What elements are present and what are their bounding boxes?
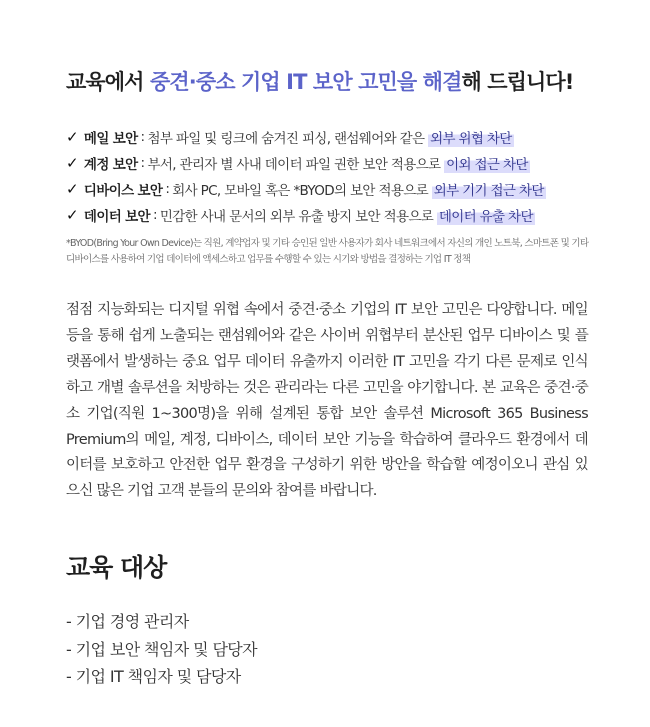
feature-label: 메일 보안: [83, 131, 138, 147]
feature-item-mail: [66, 124, 626, 150]
feature-label: 디바이스 보안: [83, 183, 163, 199]
feature-highlight: 외부 위협 차단: [428, 127, 514, 147]
intro-paragraph: 점점 지능화되는 디지털 위협 속에서 중견·중소 기업의 IT 보안 고민은 다양합니다. 메일 등을 통해 쉽게 노출되는 랜섬웨어와 같은 사이버 위협부터 분산된 업무 디바이스 및 플랫폼에서 발생하는 중요 업무 데이터 유출까지 이러한 IT 고민을 각기 다른 문제로 인식하고 개별 솔루션을 처방하는 것은 관리라는 다른 고민을 야기합니다. 본 교육은 중견·중소 기업(직원 1~300명)을 위해 설계된 통합 보안 솔루션 Microsoft 365 Business Premium의 메일, 계정, 디바이스, 데이터 보안 기능을 학습하여 클라우드 환경에서 데이터를 보호하고 안전한 업무 환경을 구성하기 위한 방안을 학습할 예정이오니 관심 있으신 많은 기업 고객 분들의 문의와 참여를 바랍니다.: [66, 302, 588, 500]
separator: :: [140, 155, 145, 171]
section-title-audience: 교육 대상: [66, 553, 167, 582]
headline-suffix: 해 드립니다!: [461, 70, 574, 94]
byod-footnote: *BYOD(Bring Your Own Device)는 직원, 계약업자 및 기타 승인된 일반 사용자가 회사 네트워크에서 자신의 개인 노트북, 스마트폰 및 기타 디바이스를 사용하여 기업 데이터에 액세스하고 업무를 수행할 수 있는 시기와 방법을 결정하는 기업 IT 정책: [66, 238, 589, 265]
audience-item: - 기업 IT 책임자 및 담당자: [66, 667, 241, 687]
feature-item-account: [66, 150, 626, 176]
feature-highlight: 외부 기기 접근 차단: [432, 179, 546, 199]
feature-highlight: 데이터 유출 차단: [437, 205, 535, 225]
audience-list: [66, 607, 257, 690]
separator: :: [152, 207, 157, 223]
feature-highlight: 이외 접근 차단: [444, 153, 530, 173]
feature-list: [66, 124, 626, 228]
feature-desc: 첨부 파일 및 링크에 숨겨진 피싱, 랜섬웨어와 같은: [147, 131, 425, 147]
feature-label: 계정 보안: [83, 157, 138, 173]
headline: [66, 66, 574, 96]
feature-item-data: [66, 202, 626, 228]
feature-item-device: [66, 176, 626, 202]
separator: :: [140, 129, 145, 145]
check-icon: ✓: [66, 180, 78, 198]
check-icon: ✓: [66, 206, 78, 224]
feature-desc: 민감한 사내 문서의 외부 유출 방지 보안 적용으로: [159, 209, 434, 225]
audience-item: - 기업 경영 관리자: [66, 612, 189, 632]
headline-accent: 중견·중소 기업 IT 보안 고민을 해결: [149, 70, 462, 94]
feature-desc: 부서, 관리자 별 사내 데이터 파일 권한 보안 적용으로: [147, 157, 441, 173]
check-icon: ✓: [66, 154, 78, 172]
feature-desc: 회사 PC, 모바일 혹은 *BYOD의 보안 적용으로: [172, 183, 429, 199]
check-icon: ✓: [66, 128, 78, 146]
audience-item: - 기업 보안 책임자 및 담당자: [66, 639, 258, 659]
headline-prefix: 교육에서: [66, 70, 150, 94]
feature-label: 데이터 보안: [83, 209, 150, 225]
separator: :: [165, 181, 170, 197]
